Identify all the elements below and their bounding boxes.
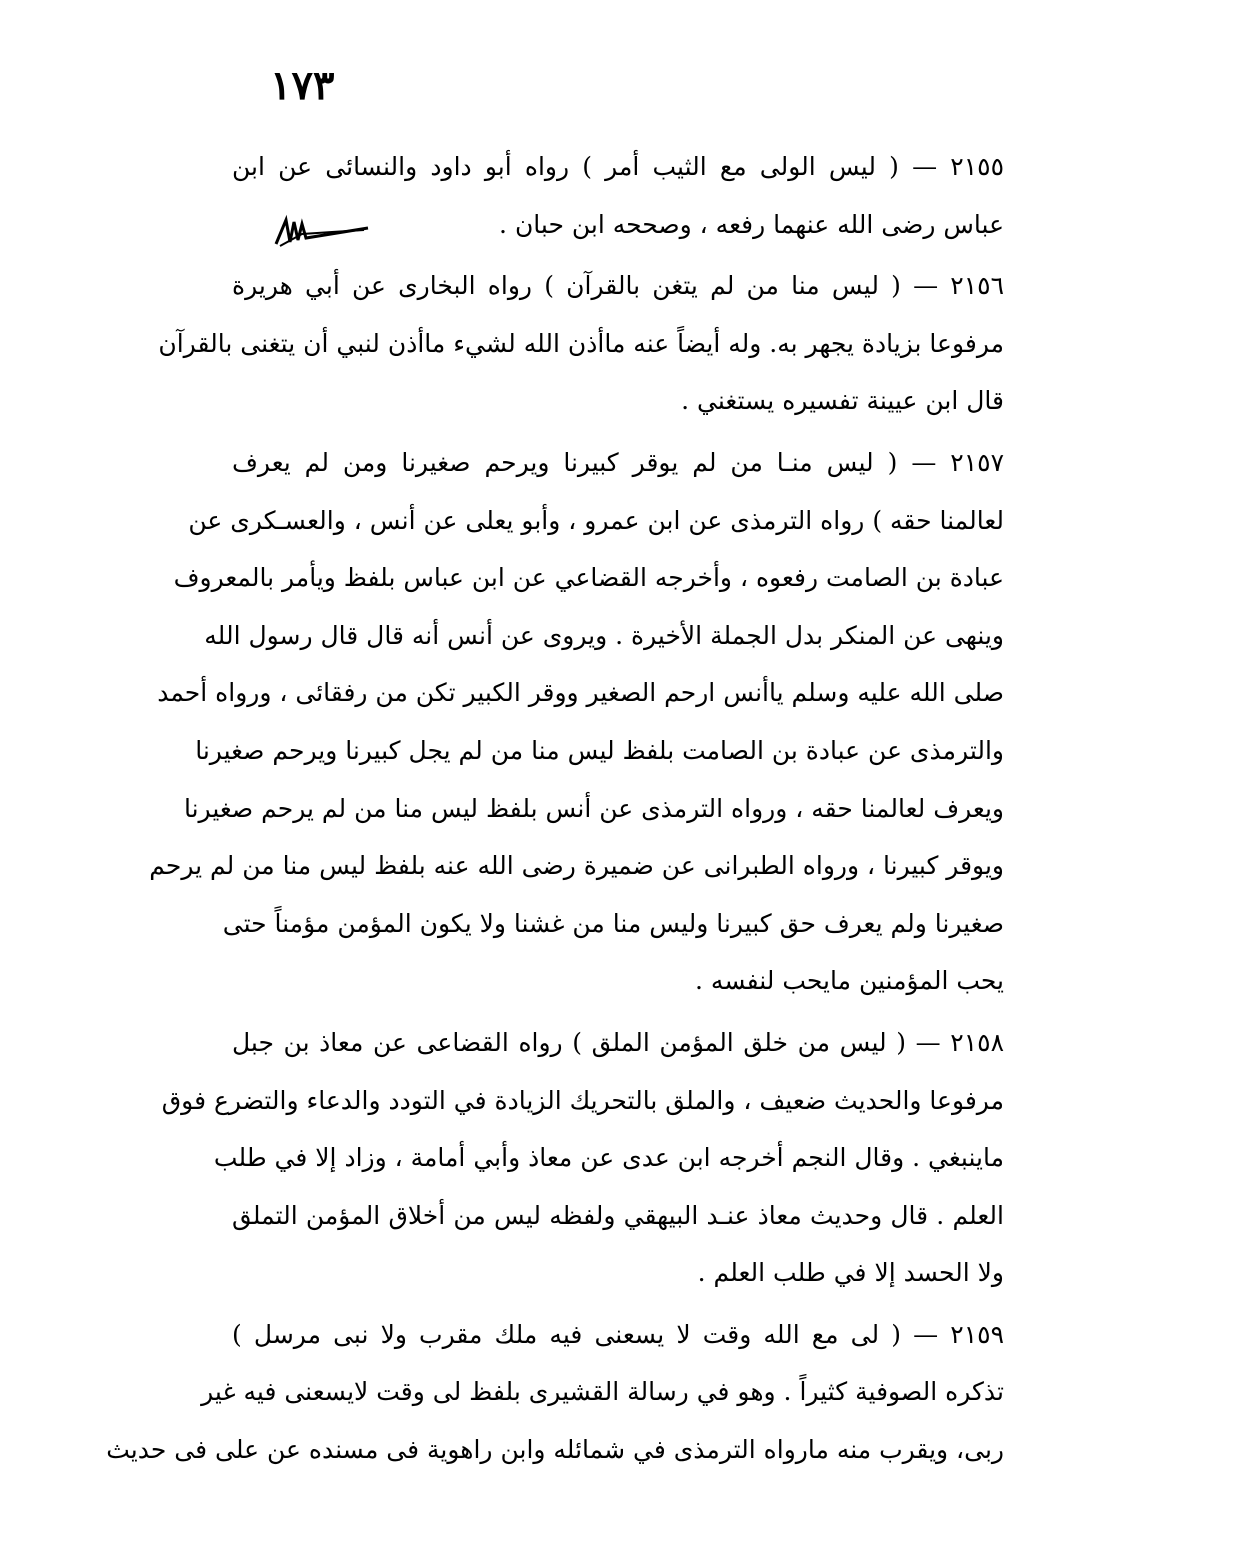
text-line: ربى، ويقرب منه مارواه الترمذى في شمائله وابن راهوية فى مسنده عن على فى حديث [106,1435,1004,1465]
text-line: عبادة بن الصامت رفعوه ، وأخرجه القضاعي عن ابن عباس بلفظ ويأمر بالمعروف [173,563,1004,593]
text-line: وينهى عن المنكر بدل الجملة الأخيرة . ويروى عن أنس أنه قال قال رسول الله [204,620,1004,650]
text-line: والترمذى عن عبادة بن الصامت بلفظ ليس منا من لم يجل كبيرنا ويرحم صغيرنا [195,735,1004,765]
text-line: ويوقر كبيرنا ، ورواه الطبرانى عن ضميرة رضى الله عنه بلفظ ليس منا من لم يرحم [149,851,1004,881]
text-line: ٢١٥٧ — ( ليس منـا من لم يوقر كبيرنا ويرحم صغيرنا ومن لم يعرف [232,447,1004,477]
text-line: صغيرنا ولم يعرف حق كبيرنا وليس منا من غشنا ولا يكون المؤمن مؤمناً حتى [222,908,1004,938]
text-line: تذكره الصوفية كثيراً . وهو في رسالة القشيرى بلفظ لى وقت لايسعنى فيه غير [201,1377,1004,1407]
text-line: ٢١٥٥ — ( ليس الولى مع الثيب أمر ) رواه أبو داود والنسائى عن ابن [232,152,1004,181]
text-line: ٢١٥٩ — ( لى مع الله وقت لا يسعنى فيه ملك مقرب ولا نبى مرسل ) [232,1319,1004,1349]
text-line: العلم . قال وحديث معاذ عنـد البيهقي ولفظه ليس من أخلاق المؤمن التملق [232,1200,1004,1230]
text-line: عباس رضى الله عنهما رفعه ، وصححه ابن حبان . [499,209,1004,239]
text-line: لعالمنا حقه ) رواه الترمذى عن ابن عمرو ، وأبو يعلى عن أنس ، والعسـكرى عن [188,505,1004,535]
text-line: مرفوعا بزيادة يجهر به. وله أيضاً عنه ماأذن الله لشيء ماأذن لنبي أن يتغنى بالقرآن [158,328,1004,358]
text-line: ٢١٥٨ — ( ليس من خلق المؤمن الملق ) رواه القضاعى عن معاذ بن جبل [232,1027,1004,1057]
page-number: ١٧٣ [270,62,335,109]
body-text [106,138,1004,1479]
text-line: قال ابن عيينة تفسيره يستغني . [681,386,1004,416]
text-line: ٢١٥٦ — ( ليس منا من لم يتغن بالقرآن ) رواه البخارى عن أبي هريرة [232,271,1004,301]
text-line: ولا الحسد إلا في طلب العلم . [697,1258,1004,1288]
text-line: ماينبغي . وقال النجم أخرجه ابن عدى عن معاذ وأبي أمامة ، وزاد إلا في طلب [213,1143,1004,1173]
text-line: ويعرف لعالمنا حقه ، ورواه الترمذى عن أنس بلفظ ليس منا من لم يرحم صغيرنا [183,793,1004,823]
text-line: يحب المؤمنين مايحب لنفسه . [695,966,1004,996]
text-line: صلى الله عليه وسلم ياأنس ارحم الصغير ووقر الكبير تكن من رفقائى ، ورواه أحمد [157,678,1004,708]
text-line: مرفوعا والحديث ضعيف ، والملق بالتحريك الزيادة في التودد والدعاء والتضرع فوق [161,1085,1004,1115]
